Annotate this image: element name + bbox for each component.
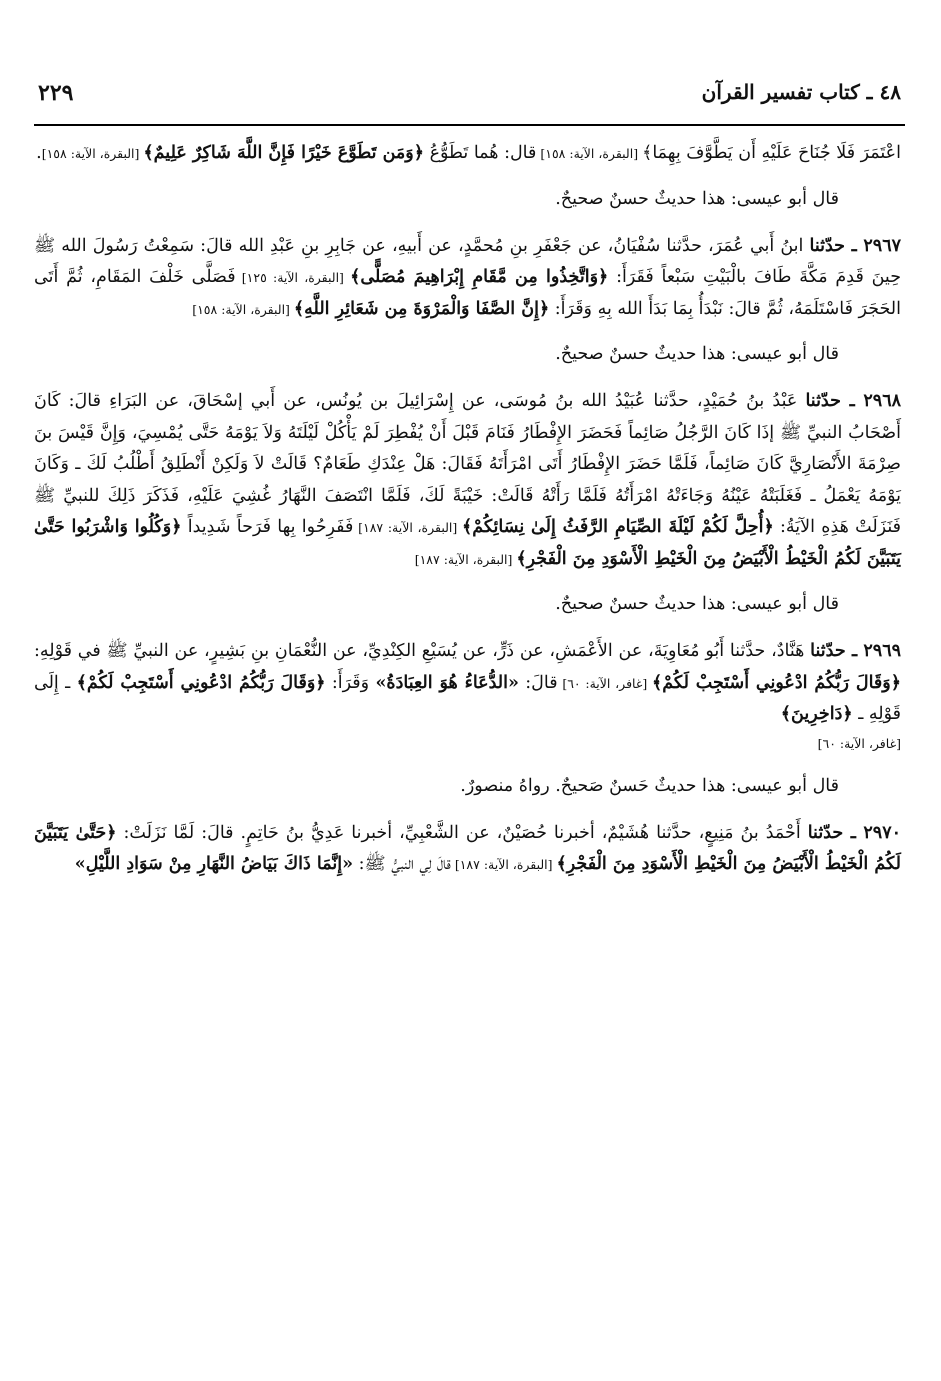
text-run: قالَ لِي النبيُّ ﷺ: [353,854,451,874]
verse-reference: [البقرة، الآية: ١٢٥] [235,270,351,285]
continued-paragraph [34,138,901,170]
quran-quote: ﴿وَقَالَ رَبُّكُمُ ادْعُونِي أَسْتَجِبْ لَكُمْ﴾ [652,672,901,693]
quran-quote: ﴿أُحِلَّ لَكُمْ لَيْلَةَ الصِّيَامِ الرَّفَثُ إِلَىٰ نِسَائِكُمْ﴾ [461,517,774,537]
verse-reference: [غافر، الآية: ٦٠] [557,675,653,691]
text-run: ابنُ أَبي عُمَرَ، حدَّثنا سُفْيَانُ، عن جَعْفَرِ بنِ مُحمَّدٍ، عن أَبيهِ، عن جَابِرِ بنِ عَبْدِ الله قالَ: سَمِعْتُ رَسُولَ الله ﷺ حِينَ قَدِمَ مَكَّةَ طَافَ بالْبَيْتِ سَبْعاً فَقَرَأَ: [34,235,902,287]
verse-reference: [البقرة، الآية: ١٥٨] [41,146,144,161]
quran-quote: ﴿وَكُلُوا وَاشْرَبُوا حَتَّىٰ يَتَبَيَّنَ لَكُمُ الْخَيْطُ الْأَبْيَضُ مِنَ الْخَيْطِ الْأَسْوَدِ مِنَ الْفَجْرِ﴾ [34,517,901,569]
hadith-number: ٢٩٦٨ ـ [840,391,901,411]
narration-keyword: حدّثنا [810,641,846,661]
quran-quote: ﴿إِنَّ الصَّفَا وَالْمَرْوَةَ مِن شَعَائِرِ اللَّهِ﴾ [293,298,550,319]
quran-quote: ﴿وَاتَّخِذُوا مِن مَّقَامِ إِبْرَاهِيمَ مُصَلًّى﴾ [350,267,609,287]
narration-keyword: حدّثنا [807,822,844,843]
grading-note: قال أبو عيسى: هذا حديثٌ حسنٌ صحيحٌ. [555,344,839,364]
prophetic-quote: «إِنَّمَا ذَاكَ بَيَاضُ النَّهَارِ مِنْ سَوَادِ اللَّيْلِ» [74,854,354,874]
text-run: أَحْمَدُ بنُ مَنِيعٍ، حدَّثنا هُشَيْمٌ، أخبرنا حُصَيْنٌ، عن الشَّعْبِيِّ، أخبرنا عَدِيُّ بنُ حَاتِمٍ. قالَ: لَمَّا نَزَلَتْ: [116,822,808,843]
hadith-number: ٢٩٦٧ ـ [845,235,902,256]
quran-quote: ﴿وَقَالَ رَبُّكُمُ ادْعُونِي أَسْتَجِبْ لَكُمْ﴾ [76,672,326,693]
text-run: اعْتَمَرَ فَلَا جُنَاحَ عَلَيْهِ أَن يَطَّوَّفَ بِهِمَا﴾ [642,143,901,163]
hadith-2969 [34,636,901,731]
quran-quote: ﴿دَاخِرِينَ﴾ [780,704,853,724]
header-rule [34,124,905,126]
grading-note: قال أبو عيسى: هذا حديثٌ حسنٌ صحيحٌ. [555,188,839,209]
text-run: وَقَرَأَ: [325,672,376,693]
verse-reference: [غافر، الآية: ٦٠] [817,735,901,751]
text-run: هَنَّادٌ، حدَّثنا أَبُو مُعَاوِيَةَ، عن الأَعْمَشِ، عن ذَرٍّ، عن يُسَيْعِ الكِنْدِيِّ، عن النُّعْمَانِ بنِ بَشِيرٍ، عن النبيِّ ﷺ في قَوْلِهِ: [34,641,811,661]
quran-quote: ﴿وَمَن تَطَوَّعَ خَيْرًا فَإِنَّ اللَّهَ شَاكِرٌ عَلِيمٌ﴾ [143,143,424,163]
verse-reference: [البقرة، الآية: ١٨٧] [450,857,557,872]
text-run: فَفَرِحُوا بِها فَرَحاً شَدِيداً [181,517,354,537]
verse-reference: [البقرة، الآية: ١٨٧] [414,551,517,567]
verse-reference: [البقرة، الآية: ١٨٧] [353,520,462,535]
hadith-2967 [34,231,901,326]
text-run: قال: هُما تَطَوُّعُ [424,143,537,163]
hadith-number: ٢٩٦٩ ـ [845,641,902,661]
page-header [38,80,901,116]
grading-note: قال أبو عيسى: هذا حديثٌ حسنٌ صحيحٌ. [555,594,839,614]
prophetic-quote: «الدُّعَاءُ هُوَ العِبَادَةُ» [375,672,519,693]
quran-quote: ﴿حَتَّىٰ يَتَبَيَّنَ لَكُمُ الْخَيْطُ الْأَبْيَضُ مِنَ الْخَيْطِ الْأَسْوَدِ مِنَ الْفَجْرِ﴾ [34,822,901,874]
grading-note: قال أبو عيسى: هذا حديثٌ حَسنٌ صَحيحٌ. رواهُ منصورٌ. [460,775,839,796]
chapter-title: ٤٨ ـ كتاب تفسير القرآن [701,80,901,104]
page-content [34,138,901,881]
verse-reference: [البقرة، الآية: ١٥٨] [192,301,294,317]
text-run: ـ إِلَى قَوْلِهِ ـ [34,672,901,724]
text-run: فَصَلَّى خَلْفَ المَقَامِ، ثُمَّ أَتَى الحَجَرَ فَاسْتَلَمَهُ، ثُمَّ قالَ: نَبْدَأُ بِمَا بَدَأَ الله بِهِ وَقَرَأَ: [34,267,901,319]
text-run: عَبْدُ بنُ حُمَيْدٍ، حدَّثنا عُبَيْدُ الله بنُ مُوسَى، عن إِسْرَائِيلَ بن يُونُس، عن أَبي إسْحَاقَ، عن البَرَاءِ قالَ: كَانَ أَصْحَابُ النبيِّ ﷺ إذَا كَانَ الرَّجُلُ صَائِماً فَحَضَرَ الإِفْطَارُ فَنَامَ قَبْلَ أَنْ يُفْطِرَ لَمْ يَأْكُلْ لَيْلَتَهُ وَلاَ يَوْمَهُ حَتَّى يُمْسِيَ، وَإِنَّ قَيْسَ بنَ صِرْمَةَ الأَنْصَارِيَّ كَانَ صَائِماً، فَلَمَّا حَضَرَ الإِفْطَارُ أَتَى امْرَأَتَهُ فَقَالَ: هَلْ عِنْدَكِ طَعَامٌ؟ قَالَتْ لاَ وَلَكِنْ أَنْطَلِقُ أَطْلُبُ لَكَ ـ وَكَانَ يَوْمَهُ يَعْمَلُ ـ فَغَلَبَتْهُ عَيْنُهُ وَجَاءَتْهُ امْرَأَتُهُ فَلَمَّا رَأَتْهُ قَالَتْ: خَيْبَةً لَكَ، فَلَمَّا انْتَصَفَ النَّهَارُ غُشِيَ عَلَيْهِ، فَذَكَرَ ذَلِكَ للنبيِّ ﷺ فَنَزَلَتْ هَذِهِ الآيَةُ: [34,391,901,537]
verse-reference: [البقرة، الآية: ١٥٨] [536,146,643,161]
hadith-2968 [34,386,901,575]
page-number: ٢٢٩ [38,80,74,106]
hadith-2970 [34,818,901,881]
hadith-number: ٢٩٧٠ ـ [843,822,902,843]
narration-keyword: حدّثنا [809,235,846,256]
text-run: . [36,143,42,163]
text-run: قالَ: [518,672,558,693]
narration-keyword: حدّثنا [805,391,841,411]
